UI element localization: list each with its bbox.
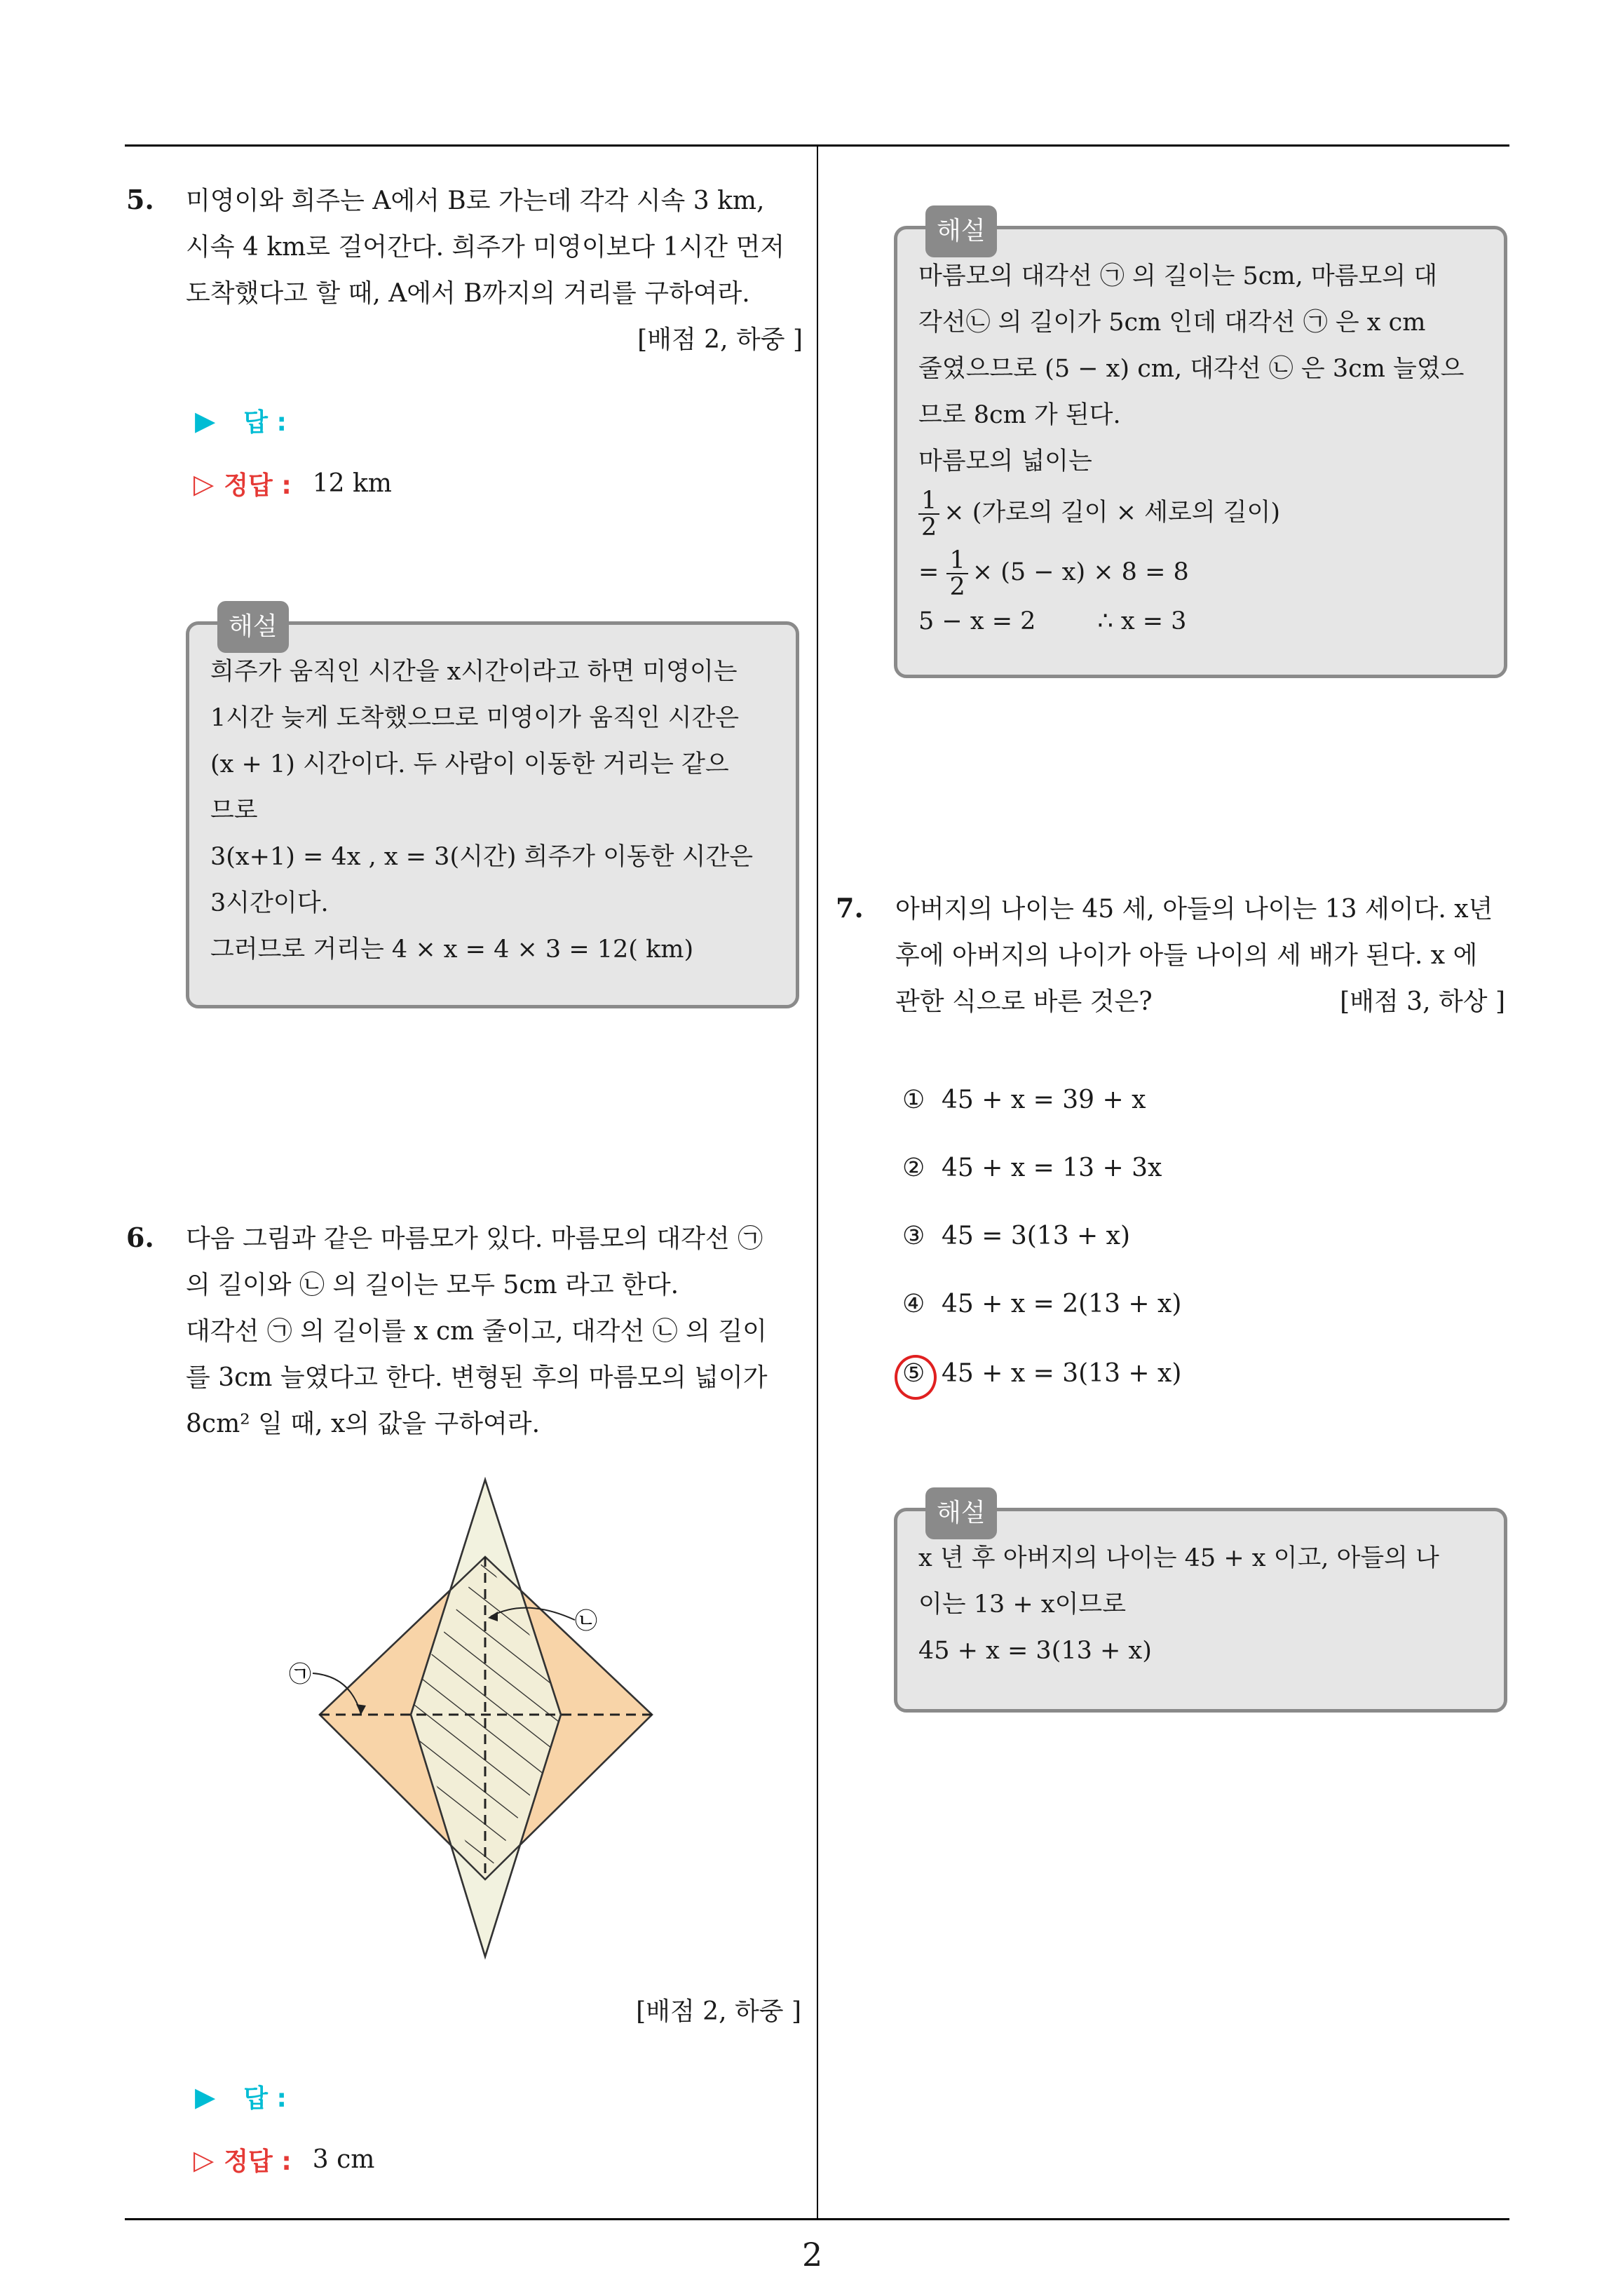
q6-explanation-box	[894, 217, 1507, 678]
q7-expl-line: x 년 후 아버지의 나이는 45 + x 이고, 아들의 나	[918, 1544, 1439, 1572]
q5-correct-label: 정답 :	[224, 471, 292, 500]
play-icon: ▶	[195, 405, 216, 436]
q7-line: 후에 아버지의 나이가 아들 나이의 세 배가 된다. x 에	[895, 941, 1478, 970]
q7-choice-5[interactable]: ⑤ 45 + x = 3(13 + x)	[902, 1359, 1182, 1388]
rhombus-figure	[280, 1473, 673, 1964]
q5-expl-line: 3시간이다.	[210, 889, 329, 917]
q6-expl-line: 마름모의 넓이는	[918, 447, 1092, 475]
fraction-half: $\frac{1}{2}$	[946, 548, 967, 600]
q6-line: 의 길이와 ㉡ 의 길이는 모두 5cm 라고 한다.	[186, 1271, 679, 1299]
q6-text	[186, 1216, 806, 1447]
q5-line: 시속 4 km로 걸어간다. 희주가 미영이보다 1시간 먼저	[186, 233, 785, 262]
q7-explanation-box	[894, 1499, 1507, 1713]
q6-line: 다음 그림과 같은 마름모가 있다. 마름모의 대각선 ㉠	[186, 1224, 763, 1253]
q5-answer-label: 답 :	[243, 408, 287, 437]
q7-choice-3[interactable]: ③ 45 = 3(13 + x)	[902, 1222, 1131, 1250]
q5-expl-line: 므로	[210, 797, 258, 825]
figure-label-a: ㉠	[289, 1661, 312, 1687]
q7-choice-4[interactable]: ④ 45 + x = 2(13 + x)	[902, 1290, 1182, 1318]
q7-explanation-tag: 해설	[925, 1487, 997, 1539]
q6-formula-1: $\frac{1}{2}$ × (가로의 길이 × 세로의 길이)	[918, 485, 1483, 541]
q6-correct-label: 정답 :	[224, 2147, 292, 2176]
q5-expl-line: 1시간 늦게 도착했으므로 미영이가 움직인 시간은	[210, 704, 740, 732]
q7-choice-1[interactable]: ① 45 + x = 39 + x	[902, 1086, 1146, 1114]
q5-correct-row	[193, 466, 392, 501]
q6-explanation-tag: 해설	[925, 205, 997, 257]
q6-expl-line: 마름모의 대각선 ㉠ 의 길이는 5cm, 마름모의 대	[918, 262, 1438, 290]
page-number: 2	[802, 2236, 823, 2274]
q6-formula-2: = $\frac{1}{2}$ × (5 − x) × 8 = 8	[918, 546, 1189, 601]
q5-expl-line: (x + 1) 시간이다. 두 사람이 이동한 거리는 같으	[210, 750, 729, 778]
q7-expl-line: 이는 13 + x이므로	[918, 1591, 1127, 1619]
q6-correct-row	[193, 2142, 374, 2177]
triangle-outline-icon: ▷	[193, 468, 215, 499]
play-icon: ▶	[195, 2081, 216, 2112]
correct-answer-circle-mark	[895, 1355, 937, 1400]
q6-correct-value: 3 cm	[312, 2145, 375, 2174]
q5-number: 5.	[126, 184, 154, 215]
q5-line: 미영이와 희주는 A에서 B로 가는데 각각 시속 3 km,	[186, 187, 765, 215]
q6-expl-line: 므로 8cm 가 된다.	[918, 401, 1121, 429]
q6-answer-row	[195, 2079, 287, 2114]
q7-line-3: 관한 식으로 바른 것은? [배점 3, 하상 ]	[895, 979, 1512, 1025]
q5-explanation-box	[186, 612, 799, 1008]
q6-score: [배점 2, 하중 ]	[636, 1997, 801, 2026]
q6-answer-label: 답 :	[243, 2084, 287, 2113]
fraction-half: $\frac{1}{2}$	[918, 488, 939, 540]
q5-text	[186, 178, 803, 363]
q5-explanation-tag: 해설	[217, 601, 289, 653]
q6-formula-3: 5 − x = 2 ∴ x = 3	[918, 607, 1187, 635]
q7-expl-line: 45 + x = 3(13 + x)	[918, 1637, 1152, 1665]
q5-score: [배점 2, 하중 ]	[637, 325, 803, 354]
q6-expl-line: 줄였으므로 (5 − x) cm, 대각선 ㉡ 은 3cm 늘였으	[918, 355, 1465, 383]
q5-correct-value: 12 km	[312, 469, 392, 498]
q5-answer-row	[195, 403, 287, 438]
q5-expl-line: 희주가 움직인 시간을 x시간이라고 하면 미영이는	[210, 658, 738, 686]
q7-choice-2[interactable]: ② 45 + x = 13 + 3x	[902, 1154, 1162, 1182]
q6-expl-line: 각선㉡ 의 길이가 5cm 인데 대각선 ㉠ 은 x cm	[918, 309, 1426, 337]
q6-line: 8cm² 일 때, x의 값을 구하여라.	[186, 1410, 541, 1438]
q7-text	[895, 886, 1512, 1025]
q5-expl-line: 3(x+1) = 4x , x = 3(시간) 희주가 이동한 시간은	[210, 843, 754, 871]
figure-label-b: ㉡	[575, 1607, 598, 1634]
q5-expl-line: 그러므로 거리는 4 × x = 4 × 3 = 12( km)	[210, 936, 694, 964]
q7-number: 7.	[836, 892, 864, 924]
q7-score: [배점 3, 하상 ]	[1340, 987, 1505, 1016]
column-divider	[817, 144, 818, 2220]
q5-line: 도착했다고 할 때, A에서 B까지의 거리를 구하여라.	[186, 279, 750, 308]
q6-number: 6.	[126, 1222, 154, 1253]
q7-line: 아버지의 나이는 45 세, 아들의 나이는 13 세이다. x년	[895, 895, 1493, 924]
q6-line: 대각선 ㉠ 의 길이를 x cm 줄이고, 대각선 ㉡ 의 길이	[186, 1317, 767, 1346]
q6-line: 를 3cm 늘였다고 한다. 변형된 후의 마름모의 넓이가	[186, 1363, 768, 1392]
triangle-outline-icon: ▷	[193, 2144, 215, 2175]
